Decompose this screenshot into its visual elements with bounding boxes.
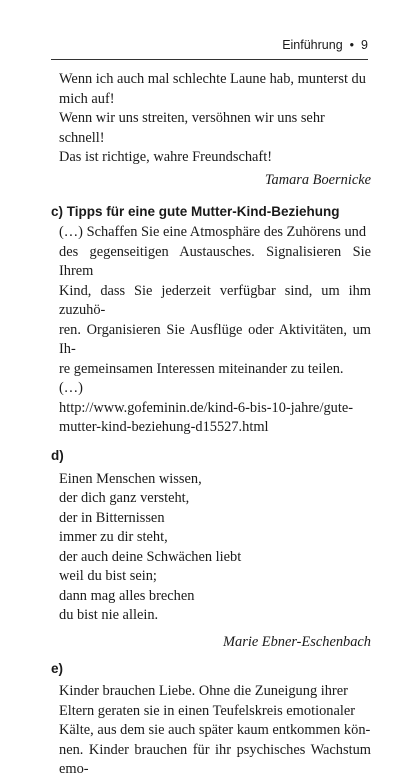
section-e xyxy=(51,659,371,780)
body-line: (…) Schaffen Sie eine Atmosphäre des Zuhörens und xyxy=(59,224,367,240)
quote-line: Wenn ich auch mal schlechte Laune hab, munterst du xyxy=(59,71,366,87)
section-e-body xyxy=(59,682,371,780)
chapter-title: Einführung xyxy=(282,38,343,52)
quote-line: Das ist richtige, wahre Freundschaft! xyxy=(59,149,272,165)
friendship-quote xyxy=(59,70,371,190)
poem-line: immer zu dir steht, xyxy=(59,529,168,545)
header-rule xyxy=(51,59,368,60)
page-number: 9 xyxy=(361,38,368,52)
section-d-heading: d) xyxy=(51,447,64,463)
poem-line: der dich ganz versteht, xyxy=(59,490,190,506)
body-line: nen. Kinder brauchen für ihr psychisches Wachstum emo- xyxy=(59,741,371,777)
poem-line: weil du bist sein; xyxy=(59,568,157,584)
quote-author: Tamara Boernicke xyxy=(264,171,371,188)
page-content xyxy=(51,70,371,780)
body-line: re gemeinsamen Interessen miteinander zu teilen. (…) xyxy=(59,360,344,396)
source-url-line: mutter-kind-beziehung-d15527.html xyxy=(59,419,269,435)
section-d-poem xyxy=(59,470,371,626)
body-line: Eltern geraten sie in einen Teufelskreis emotionaler xyxy=(59,702,356,719)
header-separator: • xyxy=(349,38,355,52)
source-url-line: http://www.gofeminin.de/kind-6-bis-10-jahre/gute- xyxy=(59,399,354,416)
body-line: des gegenseitigen Austausches. Signalisieren Sie Ihrem xyxy=(59,243,371,279)
section-c-heading: c) Tipps für eine gute Mutter-Kind-Beziehung xyxy=(51,204,340,219)
body-line: ren. Organisieren Sie Ausflüge oder Aktivitäten, um Ih- xyxy=(59,321,371,357)
section-d xyxy=(51,446,371,653)
quote-line: Wenn wir uns streiten, versöhnen wir uns sehr xyxy=(59,110,325,126)
body-line: Kinder brauchen Liebe. Ohne die Zuneigung ihrer xyxy=(59,683,348,699)
quote-line: schnell! xyxy=(59,129,105,146)
poem-line: du bist nie allein. xyxy=(59,607,159,623)
body-line: Kind, dass Sie jederzeit verfügbar sind, um ihm zuzuhö- xyxy=(59,282,371,318)
poem-line: Einen Menschen wissen, xyxy=(59,470,202,487)
section-e-heading: e) xyxy=(51,661,64,676)
section-c xyxy=(51,202,371,438)
poem-line: dann mag alles brechen xyxy=(59,587,195,604)
quote-line: mich auf! xyxy=(59,90,115,107)
poem-author: Marie Ebner-Eschenbach xyxy=(223,633,371,650)
body-line: Kälte, aus dem sie auch später kaum entkommen kön- xyxy=(59,722,371,738)
poem-line: der auch deine Schwächen liebt xyxy=(59,548,242,565)
running-header xyxy=(282,38,368,52)
poem-line: der in Bitternissen xyxy=(59,509,165,526)
section-c-body xyxy=(59,223,371,438)
